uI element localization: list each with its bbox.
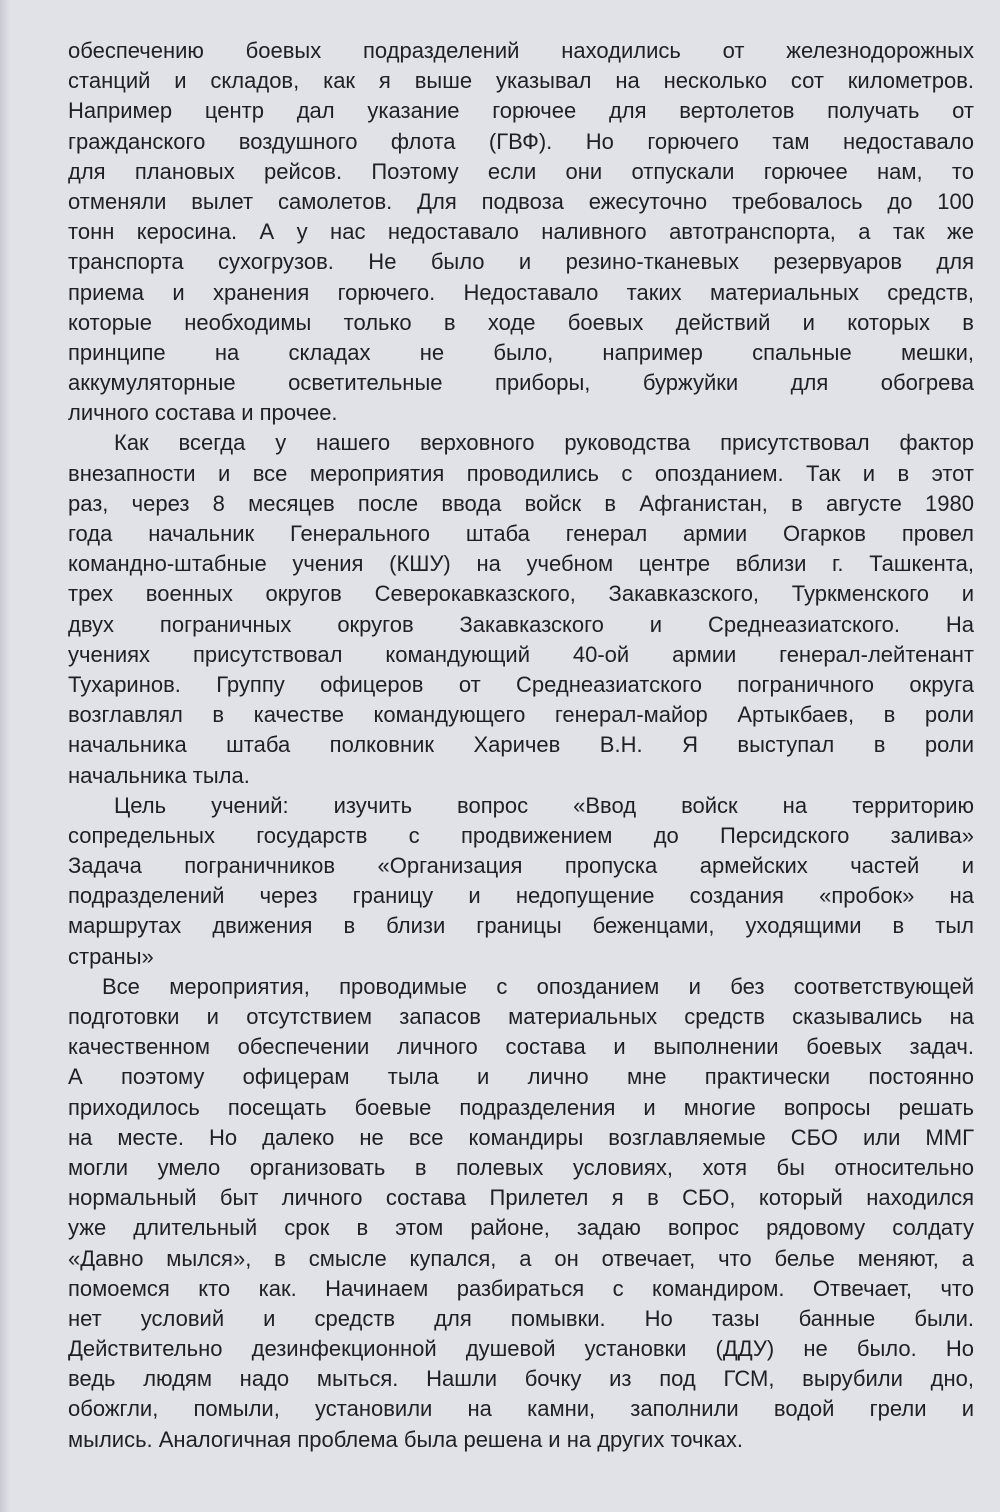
text-line: отменяли вылет самолетов. Для подвоза ежесуточно требовалось до 100 — [68, 188, 974, 214]
text-line: уже длительный срок в этом районе, задаю вопрос рядовому солдату — [68, 1215, 974, 1241]
text-line: ведь людям надо мыться. Нашли бочку из под ГСМ, вырубили дно, — [68, 1366, 974, 1392]
text-line: личного состава и прочее. — [68, 400, 338, 426]
text-line: нет условий и средств для помывки. Но тазы банные были. — [68, 1305, 974, 1331]
text-line: маршрутах движения в близи границы беженцами, уходящими в тыл — [68, 913, 974, 939]
text-line: Например центр дал указание горючее для вертолетов получать от — [68, 98, 974, 124]
text-line: внезапности и все мероприятия проводились с опозданием. Так и в этот — [68, 460, 974, 486]
text-line: для плановых рейсов. Поэтому если они отпускали горючее нам, то — [68, 158, 974, 184]
text-line: начальника штаба полковник Харичев В.Н. Я выступал в роли — [68, 732, 974, 758]
text-line: «Давно мылся», в смысле купался, а он отвечает, что белье меняют, а — [68, 1245, 974, 1271]
text-line: обожгли, помыли, установили на камни, заполнили водой грели и — [68, 1396, 974, 1422]
text-line: двух пограничных округов Закавказского и Среднеазиатского. На — [68, 611, 974, 637]
text-line: аккумуляторные осветительные приборы, буржуйки для обогрева — [68, 370, 974, 396]
text-line: А поэтому офицерам тыла и лично мне практически постоянно — [68, 1064, 974, 1090]
text-line: тонн керосина. А у нас недоставало наливного автотранспорта, а так же — [68, 219, 974, 245]
text-line: помоемся кто как. Начинаем разбираться с командиром. Отвечает, что — [68, 1275, 974, 1301]
text-line: трех военных округов Северокавказского, Закавказского, Туркменского и — [68, 581, 974, 607]
text-line: начальника тыла. — [68, 762, 250, 788]
text-line: раз, через 8 месяцев после ввода войск в Афганистан, в августе 1980 — [68, 490, 974, 516]
text-line: Все мероприятия, проводимые с опозданием и без соответствующей — [102, 973, 974, 999]
text-line: Действительно дезинфекционной душевой установки (ДДУ) не было. Но — [68, 1336, 974, 1362]
text-line: качественном обеспечении личного состава и выполнении боевых задач. — [68, 1034, 974, 1060]
text-line: командно-штабные учения (КШУ) на учебном центре вблизи г. Ташкента, — [68, 551, 974, 577]
text-line: транспорта сухогрузов. Не было и резино-тканевых резервуаров для — [68, 249, 974, 275]
page-edge-shadow — [0, 0, 10, 1512]
text-line: Задача пограничников «Организация пропуска армейских частей и — [68, 853, 974, 879]
text-line: обеспечению боевых подразделений находились от железнодорожных — [68, 38, 974, 63]
text-line: на месте. Но далеко не все командиры возглавляемые СБО или ММГ — [68, 1124, 974, 1150]
text-line: года начальник Генерального штаба генерал армии Огарков провел — [68, 521, 974, 546]
text-line: страны» — [68, 943, 154, 969]
text-line: возглавлял в качестве командующего генерал-майор Артыкбаев, в роли — [68, 702, 974, 728]
text-line: нормальный быт личного состава Прилетел я в СБО, который находился — [68, 1185, 974, 1211]
text-line: Цель учений: изучить вопрос «Ввод войск на территорию — [114, 792, 974, 818]
text-line: приходилось посещать боевые подразделения и многие вопросы решать — [68, 1094, 974, 1120]
text-line: подготовки и отсутствием запасов материальных средств сказывались на — [68, 1004, 974, 1029]
text-line: которые необходимы только в ходе боевых действий и которых в — [68, 309, 974, 335]
text-line: Тухаринов. Группу офицеров от Среднеазиатского пограничного округа — [68, 671, 974, 697]
text-line: учениях присутствовал командующий 40-ой армии генерал-лейтенант — [68, 641, 974, 667]
text-line: принципе на складах не было, например спальные мешки, — [68, 339, 974, 365]
text-line: мылись. Аналогичная проблема была решена и на других точках. — [68, 1426, 743, 1452]
text-line: сопредельных государств с продвижением до Персидского залива» — [68, 822, 974, 848]
text-line: Как всегда у нашего верховного руководства присутствовал фактор — [114, 430, 974, 456]
document-body-text — [68, 36, 974, 1455]
text-line: приема и хранения горючего. Недоставало таких материальных средств, — [68, 279, 974, 305]
text-line: могли умело организовать в полевых условиях, хотя бы относительно — [68, 1154, 974, 1180]
text-line: гражданского воздушного флота (ГВФ). Но горючего там недоставало — [68, 128, 974, 154]
text-line: подразделений через границу и недопущение создания «пробок» на — [68, 883, 974, 909]
text-line: станций и складов, как я выше указывал на несколько сот километров. — [68, 68, 974, 94]
